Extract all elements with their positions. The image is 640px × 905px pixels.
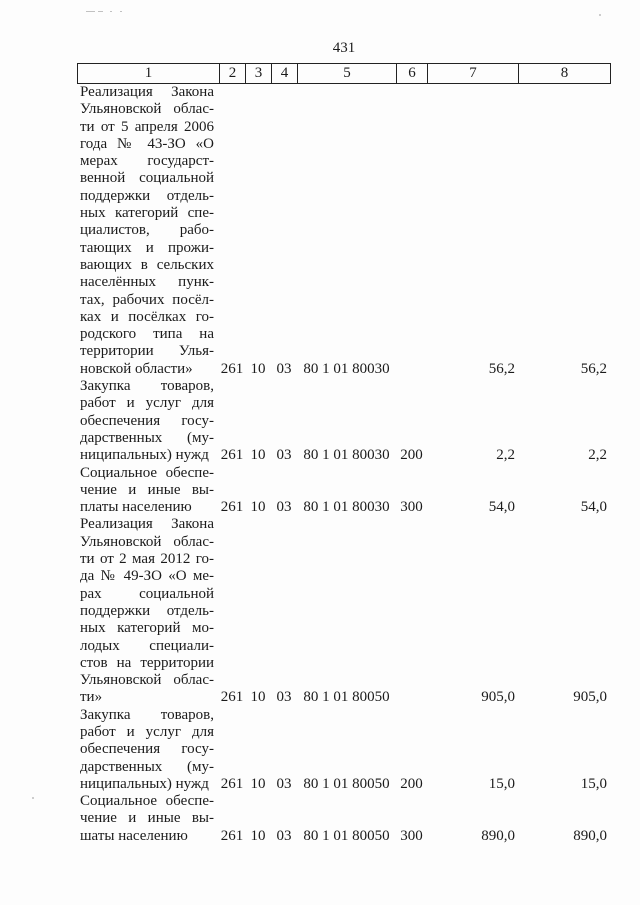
target-item-code: 80 1 01 80050 bbox=[303, 775, 390, 792]
description-line: обеспечения госу- bbox=[80, 412, 214, 429]
description-line: поддержки отдель- bbox=[80, 602, 214, 619]
description-line: ных категорий мо- bbox=[80, 620, 214, 637]
description-line: дарственных (му- bbox=[80, 758, 214, 775]
description-line: тах, рабочих посёл- bbox=[80, 291, 214, 308]
description-line: года № 43-ЗО «О bbox=[80, 135, 214, 152]
description-line: да № 49-ЗО «О ме- bbox=[80, 568, 214, 585]
section-code: 10 bbox=[250, 447, 266, 464]
description-line: Закупка товаров, bbox=[80, 706, 214, 723]
table-row bbox=[77, 707, 611, 793]
description-line: ти» bbox=[80, 689, 103, 706]
table-row bbox=[77, 793, 611, 845]
expense-type-code: 200 bbox=[400, 447, 423, 464]
amount-column-7: 2,2 bbox=[496, 447, 515, 464]
column-header-6: 6 bbox=[396, 64, 427, 83]
table-row bbox=[77, 465, 611, 517]
description-line: венной социальной bbox=[80, 170, 214, 187]
amount-column-7: 905,0 bbox=[481, 689, 515, 706]
description-cell bbox=[77, 707, 219, 793]
description-line: платы населению bbox=[80, 499, 192, 516]
table-row bbox=[77, 516, 611, 706]
target-item-code: 80 1 01 80030 bbox=[303, 360, 390, 377]
description-line: Ульяновской облас- bbox=[80, 672, 214, 689]
description-line: ниципальных) нужд bbox=[80, 775, 209, 792]
description-line: тающих и прожи- bbox=[80, 239, 214, 256]
subsection-code: 03 bbox=[276, 827, 292, 844]
department-code: 261 bbox=[220, 499, 244, 516]
description-cell bbox=[77, 516, 219, 706]
column-header-4: 4 bbox=[271, 64, 297, 83]
description-line: шаты населению bbox=[80, 827, 188, 844]
department-code: 261 bbox=[220, 447, 244, 464]
description-line: стов на территории bbox=[80, 654, 214, 671]
description-line: Реализация Закона bbox=[80, 84, 214, 100]
target-item-code: 80 1 01 80030 bbox=[303, 499, 390, 516]
amount-column-8: 905,0 bbox=[573, 689, 607, 706]
description-line: Социальное обеспе- bbox=[80, 793, 214, 810]
description-line: Ульяновской облас- bbox=[80, 101, 214, 118]
description-line: Закупка товаров, bbox=[80, 378, 214, 395]
column-header-2: 2 bbox=[219, 64, 245, 83]
description-line: родского типа на bbox=[80, 326, 214, 343]
description-line: территории Улья- bbox=[80, 343, 214, 360]
amount-column-8: 15,0 bbox=[580, 775, 607, 792]
column-header-1: 1 bbox=[144, 65, 153, 81]
description-line: населённых пунк- bbox=[80, 274, 214, 291]
table-row bbox=[77, 84, 611, 378]
expense-type-code: 200 bbox=[400, 775, 423, 792]
description-cell bbox=[77, 793, 219, 845]
description-line: циалистов, рабо- bbox=[80, 222, 214, 239]
description-line: чение и иные вы- bbox=[80, 810, 214, 827]
scan-mark bbox=[86, 9, 130, 15]
description-line: ных категорий спе- bbox=[80, 205, 214, 222]
amount-column-8: 890,0 bbox=[573, 827, 607, 844]
amount-column-8: 56,2 bbox=[580, 360, 607, 377]
section-code: 10 bbox=[250, 827, 266, 844]
amount-column-7: 54,0 bbox=[488, 499, 515, 516]
description-line: чение и иные вы- bbox=[80, 481, 214, 498]
column-header-5: 5 bbox=[297, 64, 396, 83]
description-line: лодых специали- bbox=[80, 637, 214, 654]
description-line: ках и посёлках го- bbox=[80, 308, 214, 325]
amount-column-7: 15,0 bbox=[488, 775, 515, 792]
target-item-code: 80 1 01 80050 bbox=[303, 827, 390, 844]
amount-column-7: 56,2 bbox=[488, 360, 515, 377]
scan-speck bbox=[599, 14, 601, 16]
description-cell bbox=[77, 465, 219, 517]
subsection-code: 03 bbox=[276, 775, 292, 792]
description-line: дарственных (му- bbox=[80, 429, 214, 446]
expense-type-code: 300 bbox=[400, 827, 423, 844]
section-code: 10 bbox=[250, 689, 266, 706]
budget-table bbox=[77, 63, 611, 845]
amount-column-8: 2,2 bbox=[588, 447, 607, 464]
description-line: мерах государст- bbox=[80, 153, 214, 170]
expense-type-code: 300 bbox=[400, 499, 423, 516]
description-line: ниципальных) нужд bbox=[80, 447, 209, 464]
subsection-code: 03 bbox=[276, 499, 292, 516]
column-header-3: 3 bbox=[245, 64, 271, 83]
subsection-code: 03 bbox=[276, 689, 292, 706]
description-line: ти от 5 апреля 2006 bbox=[80, 118, 214, 135]
table-row bbox=[77, 378, 611, 464]
subsection-code: 03 bbox=[276, 360, 292, 377]
department-code: 261 bbox=[220, 827, 244, 844]
description-line: работ и услуг для bbox=[80, 395, 214, 412]
section-code: 10 bbox=[250, 775, 266, 792]
description-line: рах социальной bbox=[80, 585, 214, 602]
description-line: вающих в сельских bbox=[80, 256, 214, 273]
department-code: 261 bbox=[220, 689, 244, 706]
column-header-8: 8 bbox=[518, 64, 610, 83]
description-line: новской области» bbox=[80, 360, 193, 377]
description-line: Ульяновской облас- bbox=[80, 533, 214, 550]
target-item-code: 80 1 01 80050 bbox=[303, 689, 390, 706]
section-code: 10 bbox=[250, 360, 266, 377]
table-header-row bbox=[77, 63, 611, 84]
column-header-7: 7 bbox=[427, 64, 518, 83]
section-code: 10 bbox=[250, 499, 266, 516]
department-code: 261 bbox=[220, 775, 244, 792]
description-line: Социальное обеспе- bbox=[80, 464, 214, 481]
scan-speck bbox=[32, 797, 34, 799]
page-number: 431 bbox=[332, 40, 356, 56]
description-line: обеспечения госу- bbox=[80, 741, 214, 758]
description-line: Реализация Закона bbox=[80, 516, 214, 533]
description-line: работ и услуг для bbox=[80, 723, 214, 740]
target-item-code: 80 1 01 80030 bbox=[303, 447, 390, 464]
description-line: поддержки отдель- bbox=[80, 187, 214, 204]
department-code: 261 bbox=[220, 360, 244, 377]
subsection-code: 03 bbox=[276, 447, 292, 464]
description-cell bbox=[77, 378, 219, 464]
amount-column-7: 890,0 bbox=[481, 827, 515, 844]
description-line: ти от 2 мая 2012 го- bbox=[80, 551, 214, 568]
amount-column-8: 54,0 bbox=[580, 499, 607, 516]
description-cell bbox=[77, 84, 219, 378]
